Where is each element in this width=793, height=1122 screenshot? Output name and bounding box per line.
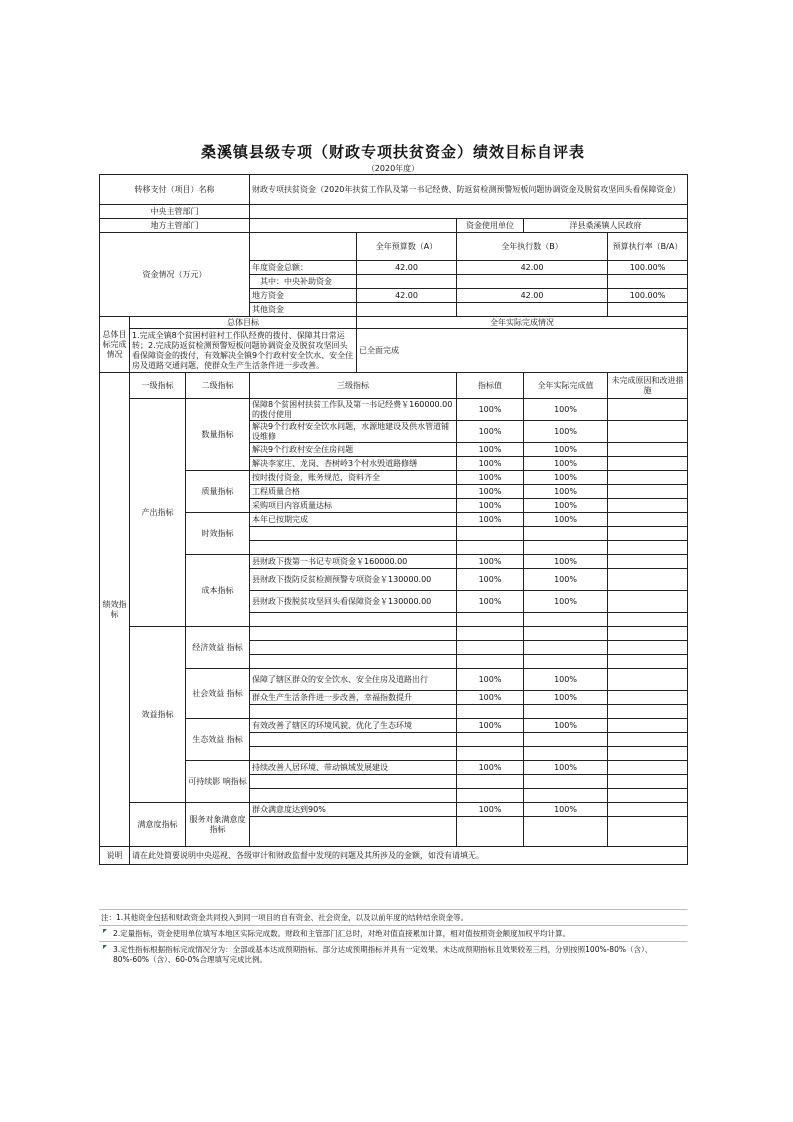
- indicator-text: 县财政下拨脱贫攻坚回头看保障资金￥130000.00: [250, 591, 457, 613]
- indicator-actual: 100%: [524, 569, 608, 591]
- indicator-value: 100%: [457, 669, 524, 691]
- indicator-row: [100, 471, 688, 485]
- indicator-text: 采购项目内容质量达标: [250, 499, 457, 513]
- indicator-text: 本年已按期完成: [250, 513, 457, 527]
- fund-rate: [608, 275, 688, 289]
- level1-header: 一级指标: [130, 373, 186, 399]
- indicator-text: 保障8个贫困村扶贫工作队及第一书记经费￥160000.00的拨付使用: [250, 399, 457, 421]
- timeliness-indicators-label: 时效指标: [186, 513, 250, 555]
- fund-executed: 42.00: [457, 261, 608, 275]
- indicator-text: 群众满意度达到90%: [250, 803, 457, 817]
- local-dept-label: 地方主管部门: [100, 219, 250, 233]
- indicator-row: [100, 513, 688, 527]
- cell-marker-icon: [103, 929, 107, 933]
- indicator-text: 保障了辖区群众的安全饮水、安全住房及道路出行: [250, 669, 457, 691]
- cell-marker-icon: [103, 945, 107, 949]
- indicator-actual: 100%: [524, 555, 608, 569]
- central-dept-row: [100, 205, 688, 219]
- indicator-value: 100%: [457, 399, 524, 421]
- indicator-value: 100%: [457, 691, 524, 705]
- indicator-row: [100, 803, 688, 817]
- indicator-text: 解决9个行政村安全住房问题: [250, 443, 457, 457]
- project-name-label: 转移支付（项目）名称: [100, 175, 250, 205]
- indicator-actual: 100%: [524, 471, 608, 485]
- project-name-value: 财政专项扶贫资金（2020年扶贫工作队及第一书记经费、防返贫检测预警短板问题协调资金及脱贫攻坚回头看保障资金）: [250, 175, 688, 205]
- page-title: 桑溪镇县级专项（财政专项扶贫资金）绩效目标自评表: [200, 143, 585, 161]
- explanation-text: 请在此处简要说明中央巡视、各级审计和财政监督中发现的问题及其所涉及的金额，如没有请填无。: [130, 847, 688, 865]
- fund-budget: 42.00: [357, 289, 457, 303]
- footnote: 3.定性指标根据指标完成情况分为：全部或基本达成预期指标、部分达成预期指标并具有一定效果、未达成预期指标且效果较差三档，分别按照100%-80%（含）、80%-60%（含）、60-0%合理填写完成比例。: [99, 941, 687, 967]
- fund-item-name: 其中：中央补助资金: [250, 275, 357, 289]
- indicator-row: [100, 761, 688, 775]
- indicator-header-row: [100, 373, 688, 399]
- overall-goal-header: 总体目标: [130, 317, 357, 329]
- indicator-value: 100%: [457, 761, 524, 775]
- evaluation-sheet: [99, 141, 687, 986]
- evaluation-table: [99, 174, 688, 865]
- funds-label: 资金情况（万元）: [100, 233, 250, 317]
- indicator-actual: 100%: [524, 761, 608, 775]
- fund-item-name: 其他资金: [250, 303, 357, 317]
- indicator-text: 持续改善人居环境、带动镇域发展建设: [250, 761, 457, 775]
- footnotes: [99, 909, 687, 967]
- fund-executed: 42.00: [457, 289, 608, 303]
- central-dept-label: 中央主管部门: [100, 205, 250, 219]
- indicator-actual: 100%: [524, 719, 608, 733]
- goals-header-row: [100, 317, 688, 329]
- indicator-text: 县财政下拨第一书记专项资金￥160000.00: [250, 555, 457, 569]
- indicator-value: 100%: [457, 803, 524, 817]
- local-dept-row: [100, 219, 688, 233]
- fund-item-name: 地方资金: [250, 289, 357, 303]
- funds-header-row: [100, 233, 688, 261]
- indicator-actual: 100%: [524, 669, 608, 691]
- indicator-row: [100, 719, 688, 733]
- benefit-indicators-label: 效益指标: [130, 627, 186, 803]
- target-value-header: 指标值: [457, 373, 524, 399]
- indicator-actual: 100%: [524, 591, 608, 613]
- local-dept-value: [250, 219, 457, 233]
- quality-indicators-label: 质量指标: [186, 471, 250, 513]
- fund-unit-label: 资金使用单位: [457, 219, 524, 233]
- actual-completion-text: 已全面完成: [357, 329, 688, 373]
- fund-budget: 42.00: [357, 261, 457, 275]
- fund-item-name: 年度资金总额：: [250, 261, 357, 275]
- fund-budget: [357, 275, 457, 289]
- service-satisfaction-label: 服务对象满意度指标: [186, 803, 250, 847]
- reason-header: 未完成原因和改进措施: [608, 373, 688, 399]
- explanation-row: [100, 847, 688, 865]
- actual-completion-header: 全年实际完成情况: [357, 317, 688, 329]
- indicator-actual: 100%: [524, 457, 608, 471]
- indicator-row: [100, 627, 688, 641]
- cost-indicators-label: 成本指标: [186, 555, 250, 627]
- indicator-actual: 100%: [524, 399, 608, 421]
- fund-executed: [457, 303, 608, 317]
- social-indicators-label: 社会效益 指标: [186, 669, 250, 719]
- indicator-text: 有效改善了辖区的环境风貌、优化了生态环境: [250, 719, 457, 733]
- central-dept-value: [250, 205, 688, 219]
- indicator-text: 解决9个行政村安全饮水问题，水源地建设及供水管道铺设维修: [250, 421, 457, 443]
- goals-label: 总体目标完成情况: [100, 317, 130, 373]
- output-indicators-label: 产出指标: [130, 399, 186, 627]
- fund-executed: [457, 275, 608, 289]
- indicator-value: 100%: [457, 569, 524, 591]
- indicator-actual: 100%: [524, 485, 608, 499]
- indicator-text: 群众生产生活条件进一步改善，幸福指数提升: [250, 691, 457, 705]
- indicator-value: 100%: [457, 499, 524, 513]
- goals-row: [100, 329, 688, 373]
- indicator-value: 100%: [457, 555, 524, 569]
- fund-unit-value: 洋县桑溪镇人民政府: [524, 219, 688, 233]
- year-subtitle: （2020年度）: [366, 164, 420, 173]
- level2-header: 二级指标: [186, 373, 250, 399]
- indicator-text: 工程质量合格: [250, 485, 457, 499]
- performance-indicators-label: 绩效指标: [100, 373, 130, 847]
- footnote: 注：1.其他资金包括和财政资金共同投入到同一项目的自有资金、社会资金，以及以前年度的结转结余资金等。: [99, 909, 687, 925]
- indicator-actual: 100%: [524, 513, 608, 527]
- indicator-actual: 100%: [524, 443, 608, 457]
- indicator-value: 100%: [457, 591, 524, 613]
- fund-budget: [357, 303, 457, 317]
- indicator-value: 100%: [457, 457, 524, 471]
- footnote: 2.定量指标，资金使用单位填写本地区实际完成数。财政和主管部门汇总时，对绝对值直接累加计算，相对值按照资金额度加权平均计算。: [99, 925, 687, 941]
- satisfaction-indicators-label: 满意度指标: [130, 803, 186, 847]
- indicator-row: [100, 399, 688, 421]
- explanation-label: 说明: [100, 847, 130, 865]
- indicator-actual: 100%: [524, 803, 608, 817]
- indicator-text: 解决李家庄、龙岗、杏树岭3个村水毁道路修缮: [250, 457, 457, 471]
- indicator-value: 100%: [457, 421, 524, 443]
- economic-indicators-label: 经济效益 指标: [186, 627, 250, 669]
- indicator-value: 100%: [457, 485, 524, 499]
- quantity-indicators-label: 数量指标: [186, 399, 250, 471]
- overall-goal-text: 1.完成全镇8个贫困村驻村工作队经费的拨付、保障其日常运转；2.完成防返贫检测预警短板问题协调资金及脱贫攻坚回头看保障资金的拨付，有效解决全镇9个行政村安全饮水、安全住房及道路交通问题，使群众生产生活条件进一步改善。: [130, 329, 357, 373]
- indicator-actual: 100%: [524, 499, 608, 513]
- indicator-row: [100, 555, 688, 569]
- indicator-value: 100%: [457, 443, 524, 457]
- actual-value-header: 全年实际完成值: [524, 373, 608, 399]
- executed-col-header: 全年执行数（B）: [457, 233, 608, 261]
- indicator-actual: 100%: [524, 691, 608, 705]
- indicator-text: 按时拨付资金，账务规范，资料齐全: [250, 471, 457, 485]
- fund-rate: 100.00%: [608, 289, 688, 303]
- ecological-indicators-label: 生态效益 指标: [186, 719, 250, 761]
- indicator-text: 县财政下拨防反贫检测预警专项资金￥130000.00: [250, 569, 457, 591]
- indicator-value: 100%: [457, 471, 524, 485]
- fund-rate: 100.00%: [608, 261, 688, 275]
- rate-col-header: 预算执行率（B/A）: [608, 233, 688, 261]
- indicator-value: 100%: [457, 719, 524, 733]
- level3-header: 三级指标: [250, 373, 457, 399]
- project-name-row: [100, 175, 688, 205]
- indicator-row: [100, 669, 688, 691]
- budget-col-header: 全年预算数（A）: [357, 233, 457, 261]
- fund-rate: [608, 303, 688, 317]
- indicator-actual: 100%: [524, 421, 608, 443]
- sustainability-indicators-label: 可持续影 响指标: [186, 761, 250, 803]
- indicator-value: 100%: [457, 513, 524, 527]
